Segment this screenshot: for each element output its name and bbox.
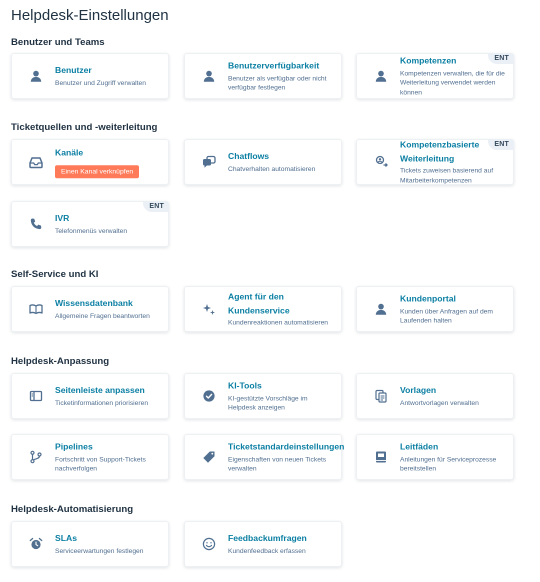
card-description: Kundenreaktionen automatisieren xyxy=(228,319,329,327)
smiley-icon xyxy=(202,537,216,551)
card-description: Telefonmenüs verwalten xyxy=(55,227,128,235)
card-description: Benutzer und Zugriff verwalten xyxy=(55,79,146,87)
sidebar-layout-icon xyxy=(29,389,43,403)
card-slas[interactable] xyxy=(11,521,169,567)
card-ivr[interactable] xyxy=(11,201,169,247)
card-title[interactable]: Benutzerverfügbarkeit xyxy=(228,60,320,71)
card-title[interactable]: Pipelines xyxy=(55,441,93,452)
card-description: Anleitungen für Serviceprozesse bereitstellen xyxy=(400,455,497,473)
card-chatflows[interactable] xyxy=(184,139,342,185)
card-description: Serviceerwartungen festlegen xyxy=(55,547,144,555)
section-title-automation: Helpdesk-Automatisierung xyxy=(11,504,134,515)
card-title[interactable]: Seitenleiste anpassen xyxy=(55,385,145,395)
playbook-icon xyxy=(374,450,388,464)
chat-bubbles-icon xyxy=(202,155,216,169)
card-customer-portal[interactable] xyxy=(356,286,514,332)
card-title[interactable]: Chatflows xyxy=(228,151,270,161)
user-availability-icon xyxy=(202,69,216,83)
card-title[interactable]: Kompetenzen xyxy=(400,55,457,66)
card-users[interactable] xyxy=(11,53,169,99)
enterprise-badge: ENT xyxy=(488,53,514,64)
card-title[interactable]: Feedbackumfragen xyxy=(228,533,307,543)
card-description: Ticketinformationen priorisieren xyxy=(55,399,149,407)
card-description: Chatverhalten automatisieren xyxy=(228,165,316,173)
user-icon xyxy=(29,69,43,83)
card-ticket-defaults[interactable] xyxy=(184,434,345,480)
card-user-availability[interactable] xyxy=(184,53,342,99)
card-title[interactable]: Benutzer xyxy=(55,65,92,75)
phone-icon xyxy=(29,217,43,231)
card-description: Eigenschaften von neuen Tickets verwalten xyxy=(228,455,327,473)
card-description: Allgemeine Fragen beantworten xyxy=(55,312,150,320)
card-pipelines[interactable] xyxy=(11,434,169,480)
card-description: Tickets zuweisen basierend auf Mitarbeiterkompetenzen xyxy=(400,167,494,184)
user-routing-icon xyxy=(374,155,388,169)
card-customize-sidebar[interactable] xyxy=(11,373,169,419)
open-book-icon xyxy=(29,302,43,316)
card-description: Antwortvorlagen verwalten xyxy=(400,399,479,407)
skills-user-icon xyxy=(374,69,388,83)
card-title[interactable]: KI-Tools xyxy=(228,380,262,391)
enterprise-badge: ENT xyxy=(488,139,514,150)
section-title-ticket-sources: Ticketquellen und -weiterleitung xyxy=(11,122,158,133)
card-description: Kompetenzen verwalten, die für die Weiterleitung verwendet werden können xyxy=(400,70,505,96)
connect-channel-button[interactable]: Einen Kanal verknüpfen xyxy=(55,165,139,178)
card-description: KI-gestützte Vorschläge im Helpdesk anzeigen xyxy=(228,394,308,412)
section-title-customization: Helpdesk-Anpassung xyxy=(11,356,110,367)
card-title[interactable]: Kanäle xyxy=(55,147,84,158)
card-title[interactable]: IVR xyxy=(55,213,70,223)
card-description: Kunden über Anfragen auf dem Laufenden halten xyxy=(400,307,493,325)
card-templates[interactable] xyxy=(356,373,514,419)
card-skills[interactable] xyxy=(356,53,514,99)
page-title: Helpdesk-Einstellungen xyxy=(11,7,169,24)
inbox-icon xyxy=(29,155,43,169)
enterprise-badge: ENT xyxy=(143,201,169,212)
templates-icon xyxy=(374,389,388,403)
section-title-self-service: Self-Service und KI xyxy=(11,269,99,280)
card-title[interactable]: Leitfäden xyxy=(400,441,439,452)
card-description: Fortschritt von Support-Tickets nachverfolgen xyxy=(55,455,146,473)
card-description: Benutzer als verfügbar oder nicht verfügbar festlegen xyxy=(228,74,327,92)
ai-check-icon xyxy=(202,389,216,403)
card-skill-based-routing[interactable] xyxy=(356,139,514,185)
section-title-users-teams: Benutzer und Teams xyxy=(11,37,105,48)
alarm-clock-icon xyxy=(29,537,43,551)
card-feedback-surveys[interactable] xyxy=(184,521,342,567)
sparkle-icon xyxy=(202,302,216,316)
card-title[interactable]: SLAs xyxy=(55,533,77,543)
card-title[interactable]: Vorlagen xyxy=(400,385,437,395)
card-playbooks[interactable] xyxy=(356,434,514,480)
pipeline-branch-icon xyxy=(29,450,43,464)
card-title[interactable]: Kompetenzbasierte Weiterleitung xyxy=(400,139,480,163)
card-title[interactable]: Ticketstandardeinstellungen xyxy=(228,441,345,452)
card-title[interactable]: Wissensdatenbank xyxy=(55,298,133,308)
card-ai-tools[interactable] xyxy=(184,373,342,419)
card-customer-service-agent[interactable] xyxy=(184,286,342,332)
card-title[interactable]: Kundenportal xyxy=(400,293,456,304)
card-title[interactable]: Agent für den Kundenservice xyxy=(228,291,290,315)
card-channels[interactable] xyxy=(11,139,169,185)
card-knowledge-base[interactable] xyxy=(11,286,169,332)
portal-user-icon xyxy=(374,302,388,316)
ticket-tag-icon xyxy=(202,450,216,464)
card-description: Kundenfeedback erfassen xyxy=(228,547,306,555)
